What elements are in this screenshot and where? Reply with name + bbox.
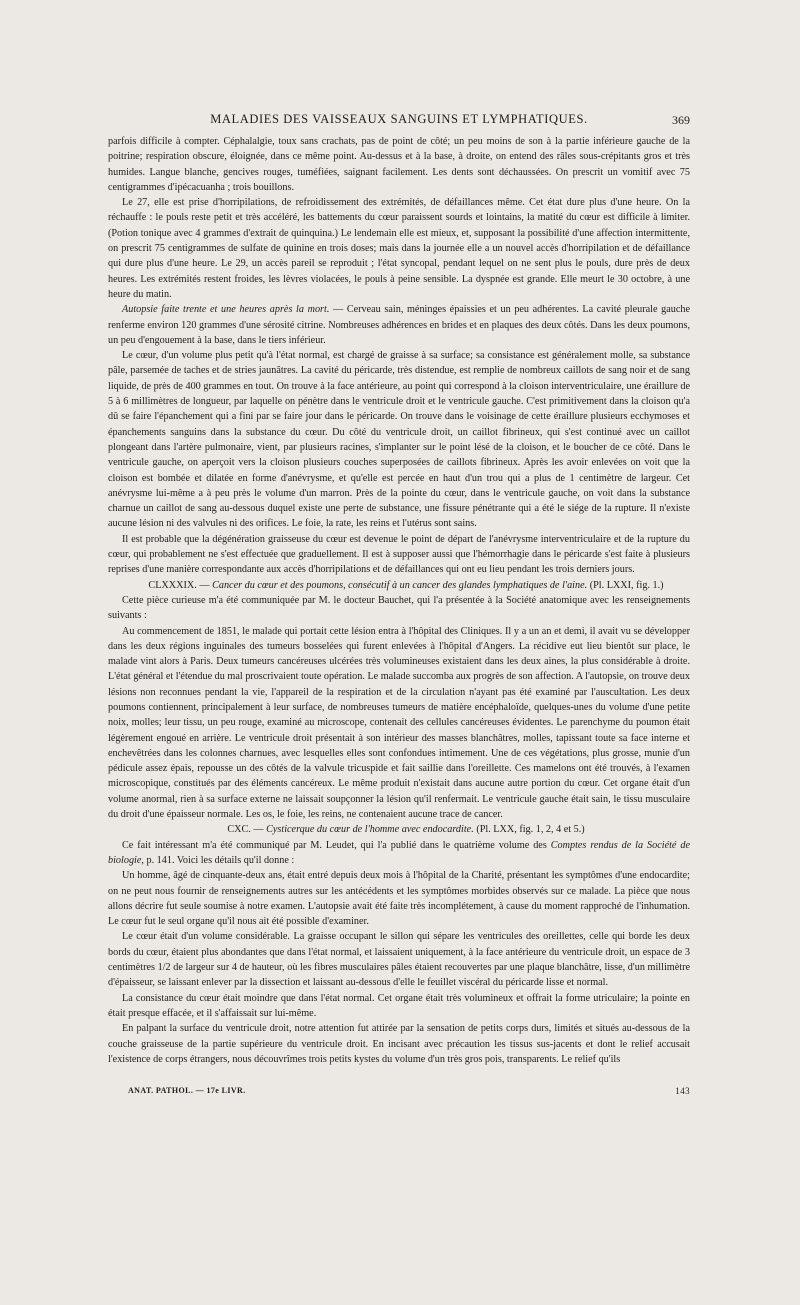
paragraph: La consistance du cœur était moindre que dans l'état normal. Cet organe était très volumineux et offrait la forme utriculaire; la pointe en était presque effacée, et il s'affaissait sur lui-même. [108, 992, 690, 1019]
case-title: Cancer du cœur et des poumons, consécutif à un cancer des glandes lymphatiques de l'aine. [212, 579, 588, 591]
paragraph: Cette pièce curieuse m'a été communiquée par M. le docteur Bauchet, qui l'a présentée à la Société anatomique avec les renseignements suivants : [108, 594, 690, 622]
running-title: MALADIES DES VAISSEAUX SANGUINS ET LYMPHATIQUES. [210, 112, 588, 126]
case-numeral: CLXXXIX. — [148, 579, 213, 591]
page-number: 369 [672, 113, 690, 127]
paragraph: Au commencement de 1851, le malade qui portait cette lésion entra à l'hôpital des Cliniques. Il y a un an et demi, il avait vu se développer dans les deux régions inguinales des tumeurs bosselées qui furent enlevées à l'hôpital d'Angers. La récidive eut lieu bientôt sur place, le malade vint alors à Paris. Deux tumeurs cancéreuses ulcérées très volumineuses existaient dans les deux aines, la plus considérable à droite. L'état général et l'étendue du mal proscrivaient toute opération. Le malade succomba aux progrès de son affection. A l'autopsie, on trouve deux lésions non reconnues pendant la vie, l'appareil de la respiration et de la circulation n'ayant pas été examiné par l'auscultation. Les deux poumons contiennent, principalement à leur surface, de nombreuses tumeurs de matière encéphaloïde, quelques-unes du volume d'une petite noix, molles; leur tissu, un peu rouge, examiné au microscope, contenait des cellules cancéreuses évidentes. Le parenchyme du poumon était légèrement engoué en arrière. Le ventricule droit présentait à son intérieur des masses blanchâtres, molles, tapissant toute sa face interne et enchevêtrées dans les colonnes charnues, avec lesquelles elles sont confondues intimement. Une de ces végétations, plus grosse, munie d'un pédicule assez épais, repousse un des côtés de la valvule tricuspide et fait saillie dans l'oreillette. Ces mamelons ont été trouvés, à l'examen microscopique, constitués par des éléments cancéreux. Le même produit n'existait dans aucune autre portion du cœur. Cet organe était d'un volume anormal, rien à sa surface externe ne laissait soupçonner la lésion qu'il renfermait. Le ventricule gauche était sain, le tissu musculaire du droit d'une épaisseur normale. Les os, le foie, les reins, ne contenaient aucune trace de cancer. [108, 625, 690, 821]
leudet-paragraph [108, 838, 690, 869]
case-heading-189 [108, 578, 690, 593]
signature-mark: ANAT. PATHOL. — 17e LIVR. [128, 1086, 246, 1095]
autopsy-lead: Autopsie faite trente et une heures après la mort. [122, 304, 330, 316]
body-text [108, 134, 690, 1067]
leudet-text: Ce fait intéressant m'a été communiqué par M. Leudet, qui l'a publié dans le quatrième volume des [122, 839, 551, 851]
paragraph: parfois difficile à compter. Céphalalgie, toux sans crachats, pas de point de côté; un peu moins de son à la partie inférieure gauche de la poitrine; respiration obscure, éloignée, dans ce même point. Au-dessus et à la base, à droite, on entend des râles sous-crépitants gros et très humides. Langue blanche, gencives rouges, tuméfiées, saignant facilement. Les dents sont déchaussées. On prescrit un vomitif avec 75 centigrammes d'ipécacuanha ; trois bouillons. [108, 136, 690, 193]
page-header [108, 112, 690, 132]
paragraph: Un homme, âgé de cinquante-deux ans, était entré depuis deux mois à l'hôpital de la Charité, présentant les symptômes d'une endocardite; on ne peut nous fournir de renseignements autres sur les antécédents et les symptômes morbides observés sur ce malade. La pièce que nous allons décrire fut seule soumise à notre examen. L'autopsie avait été faite très incomplétement, à cause du moment rapproché de l'inhumation. Le cœur fut le seul organe qu'il nous ait été possible d'examiner. [108, 870, 690, 928]
paragraph: Le 27, elle est prise d'horripilations, de refroidissement des extrémités, de défaillances même. Cet état dure plus d'une heure. On la réchauffe : le pouls reste petit et très accéléré, les battements du cœur paraissent sourds et lointains, la matité du cœur est difficile à limiter. (Potion tonique avec 4 grammes d'extrait de quinquina.) Le lendemain elle est mieux, et, supposant la possibilité d'une affection intermittente, on prescrit 75 centigrammes de sulfate de quinine en trois doses; mais dans la journée elle a un nouvel accès d'horripilation et de défaillance qui dure plus d'une heure. Le 29, un accès pareil se reproduit ; l'état syncopal, pendant lequel on ne sent plus le pouls, dure près de deux heures. Les extrémités restent froides, les lèvres violacées, le pouls à peine sensible. La dyspnée est grande. Elle meurt le 30 octobre, à une heure du matin. [108, 197, 690, 300]
page-footer [108, 1086, 690, 1100]
paragraph: En palpant la surface du ventricule droit, notre attention fut attirée par la sensation de petits corps durs, limités et situés au-dessous de la couche graisseuse de la partie supérieure du ventricule droit. En incisant avec précaution les tissus sus-jacents et dont le relief accusait l'existence de corps étrangers, nous découvrîmes trois petits kystes du volume d'un très gros pois, transparents. Le relief qu'ils [108, 1023, 690, 1065]
case-plate-ref: (Pl. LXX, fig. 1, 2, 4 et 5.) [473, 824, 585, 836]
autopsy-text: — Cerveau sain, méninges épaissies et un peu adhérentes. La cavité pleurale gauche renferme environ 120 grammes d'une sérosité citrine. Nombreuses adhérences en brides et en plaques des deux côtés. Dans les deux poumons, un peu d'engouement à la base, dans le tiers inférieur. [108, 304, 690, 346]
paragraph: Il est probable que la dégénération graisseuse du cœur est devenue le point de départ de l'anévrysme interventriculaire et de la rupture du cœur, qui probablement ne s'est effectuée que graduellement. Il est à supposer aussi que l'hémorrhagie dans le péricarde s'est faite à plusieurs reprises d'une manière correspondante aux accès d'horripilations et de défaillances qui ont eu lieu pendant les trois derniers jours. [108, 533, 690, 576]
autopsy-paragraph [108, 302, 690, 348]
journal-title: Comptes rendus de la Société de biologie [108, 839, 690, 866]
paragraph: Le cœur, d'un volume plus petit qu'à l'état normal, est chargé de graisse à sa surface; sa consistance est généralement molle, sa substance pâle, parsemée de taches et de stries jaunâtres. La cavité du péricarde, très distendue, est remplie de nombreux caillots de sang noir et de sang liquide, de près de 400 grammes en tout. On trouve à la face antérieure, au point qui correspond à la cloison interventriculaire, une éraillure de 5 à 6 millimètres de longueur, par laquelle on pénètre dans le ventricule droit et le ventricule gauche. C'est primitivement dans la cloison qu'a dû se faire l'épanchement qui a fini par se faire jour dans le péricarde. On trouve dans le voisinage de cette éraillure plusieurs ecchymoses et épanchements sanguins dans la substance du cœur. Du côté du ventricule droit, un caillot fibrineux, qui s'est continué avec un caillot plongeant dans l'artère pulmonaire, vient, par plusieurs racines, s'implanter sur le point lésé de la cloison, et le boucher de ce côté. Dans le ventricule gauche, on aperçoit vers la cloison plusieurs couches superposées de caillots fibrineux. Après les avoir enlevées on voit que la cloison est bombée et dilatée en forme d'anévrysme, et qu'elle est percée en haut d'un trou qui a plus de 1 centimètre de largeur. Cet anévrysme lui-même a à peu près le volume d'un marron. Près de la pointe du cœur, dans le ventricule gauche, on voit dans la substance charnue un caillot de sang au-dessous duquel existe une perte de substance, une fissure pénétrante qui a été le siége de la rupture. Il n'existe aucune lésion ni des valvules ni des orifices. Le foie, la rate, les reins et l'utérus sont sains. [108, 350, 690, 530]
case-title: Cysticerque du cœur de l'homme avec endocardite. [266, 824, 474, 836]
case-heading-190 [108, 822, 690, 837]
case-numeral: CXC. — [227, 824, 267, 836]
case-plate-ref: (Pl. LXXI, fig. 1.) [587, 579, 664, 591]
leudet-tail: , p. 141. Voici les détails qu'il donne : [141, 854, 295, 866]
paragraph: Le cœur était d'un volume considérable. La graisse occupant le sillon qui sépare les ventricules des oreillettes, celle qui borde les deux bords du cœur, étaient plus abondantes que dans l'état normal, et laissaient uniquement, à la face antérieure du ventricule droit, un espace de 3 centimètres 1/2 de largeur sur 4 de hauteur, où les fibres musculaires pâles étaient recouvertes par une plaque blanchâtre, lisse, d'un millimètre d'épaisseur, se laissant enlever par la dissection et laissant au-dessous d'elle le feuillet viscéral du péricarde lisse et normal. [108, 931, 690, 989]
sheet-number: 143 [675, 1086, 690, 1096]
